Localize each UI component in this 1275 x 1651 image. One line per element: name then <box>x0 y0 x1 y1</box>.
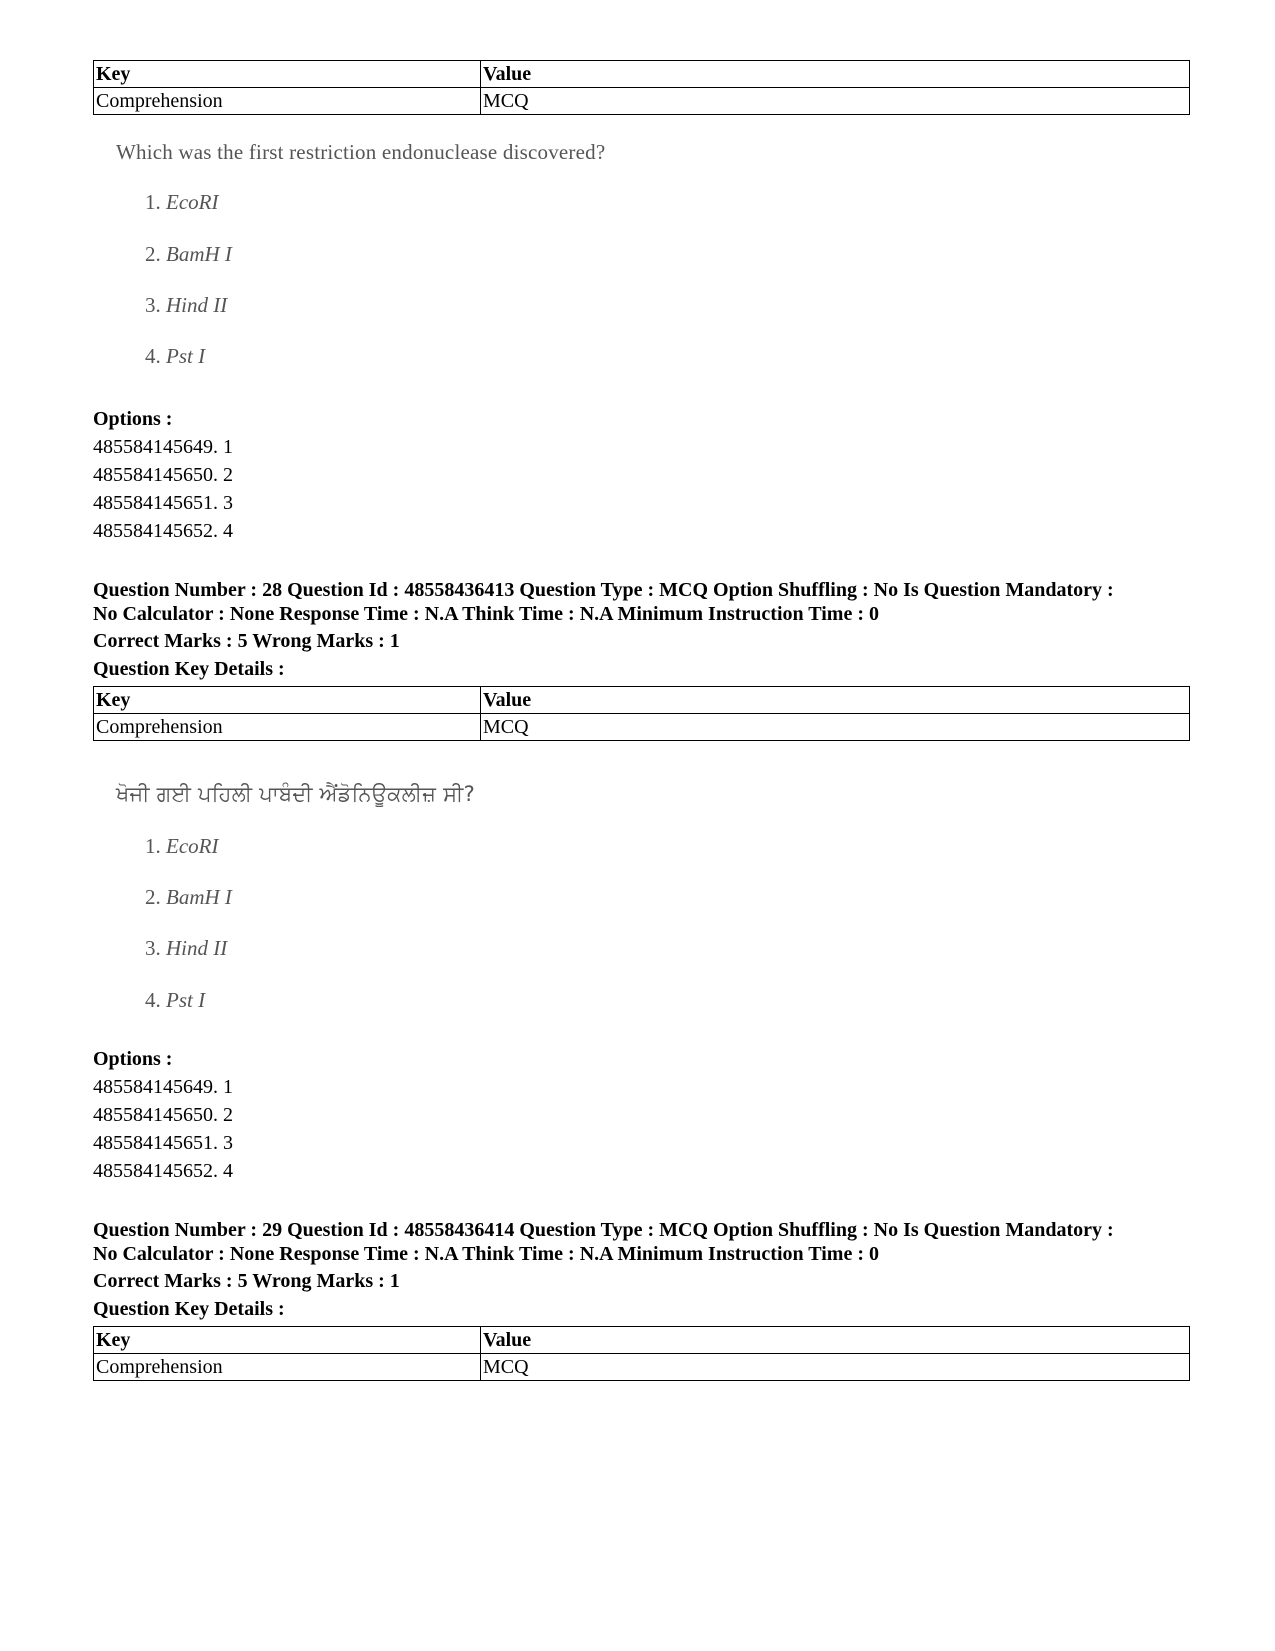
question-stem: ਖੋਜੀ ਗਈ ਪਹਿਲੀ ਪਾਬੰਦੀ ਐਂਡੋਨਿਊਕਲੀਜ਼ ਸੀ? <box>116 782 475 806</box>
value-header-cell: Value <box>481 61 1190 88</box>
value-cell: MCQ <box>481 714 1190 741</box>
question-28-marks: Correct Marks : 5 Wrong Marks : 1 <box>93 630 400 652</box>
choice-2: 2. BamH I <box>145 242 232 266</box>
question-stem: Which was the first restriction endonuclease discovered? <box>116 140 606 164</box>
key-header-cell: Key <box>94 1327 481 1354</box>
key-table-header-row <box>94 687 1190 714</box>
question-29-meta-line-2: No Calculator : None Response Time : N.A Think Time : N.A Minimum Instruction Time : 0 <box>93 1243 879 1265</box>
question-key-table <box>93 60 1190 115</box>
question-29-meta <box>93 1218 1203 1266</box>
question-28-key-details-label: Question Key Details : <box>93 658 285 680</box>
key-cell: Comprehension <box>94 88 481 115</box>
option-1: 485584145649. 1 <box>93 436 233 458</box>
option-3: 485584145651. 3 <box>93 492 233 514</box>
key-header-cell: Key <box>94 61 481 88</box>
question-image-english <box>116 140 606 368</box>
value-cell: MCQ <box>481 88 1190 115</box>
question-28-meta-line-2: No Calculator : None Response Time : N.A Think Time : N.A Minimum Instruction Time : 0 <box>93 603 879 625</box>
key-table-header-row <box>94 61 1190 88</box>
choice-4: 4. Pst I <box>145 344 206 368</box>
value-cell: MCQ <box>481 1354 1190 1381</box>
option-3: 485584145651. 3 <box>93 1132 233 1154</box>
choice-3: 3. Hind II <box>145 293 228 317</box>
choice-1: 1. EcoRI <box>145 834 219 858</box>
question-28-key-table <box>93 686 1190 741</box>
key-table-row <box>94 1354 1190 1381</box>
value-header-cell: Value <box>481 1327 1190 1354</box>
choice-4: 4. Pst I <box>145 988 206 1012</box>
key-table-row <box>94 714 1190 741</box>
option-1: 485584145649. 1 <box>93 1076 233 1098</box>
key-header-cell: Key <box>94 687 481 714</box>
choice-2: 2. BamH I <box>145 885 232 909</box>
choice-1: 1. EcoRI <box>145 190 219 214</box>
question-29-meta-line-1: Question Number : 29 Question Id : 48558436414 Question Type : MCQ Option Shuffling : No Is Question Mandatory : <box>93 1219 1114 1241</box>
value-header-cell: Value <box>481 687 1190 714</box>
question-28-meta <box>93 578 1203 626</box>
key-cell: Comprehension <box>94 1354 481 1381</box>
option-2: 485584145650. 2 <box>93 464 233 486</box>
choice-3: 3. Hind II <box>145 936 228 960</box>
key-table-row <box>94 88 1190 115</box>
key-cell: Comprehension <box>94 714 481 741</box>
options-label: Options : <box>93 408 173 430</box>
option-2: 485584145650. 2 <box>93 1104 233 1126</box>
question-29-marks: Correct Marks : 5 Wrong Marks : 1 <box>93 1270 400 1292</box>
option-4: 485584145652. 4 <box>93 1160 233 1182</box>
question-29-key-details-label: Question Key Details : <box>93 1298 285 1320</box>
question-image-punjabi <box>116 782 475 1012</box>
option-4: 485584145652. 4 <box>93 520 233 542</box>
question-29-key-table <box>93 1326 1190 1381</box>
options-label: Options : <box>93 1048 173 1070</box>
key-table-header-row <box>94 1327 1190 1354</box>
question-28-meta-line-1: Question Number : 28 Question Id : 48558436413 Question Type : MCQ Option Shuffling : No Is Question Mandatory : <box>93 579 1114 601</box>
